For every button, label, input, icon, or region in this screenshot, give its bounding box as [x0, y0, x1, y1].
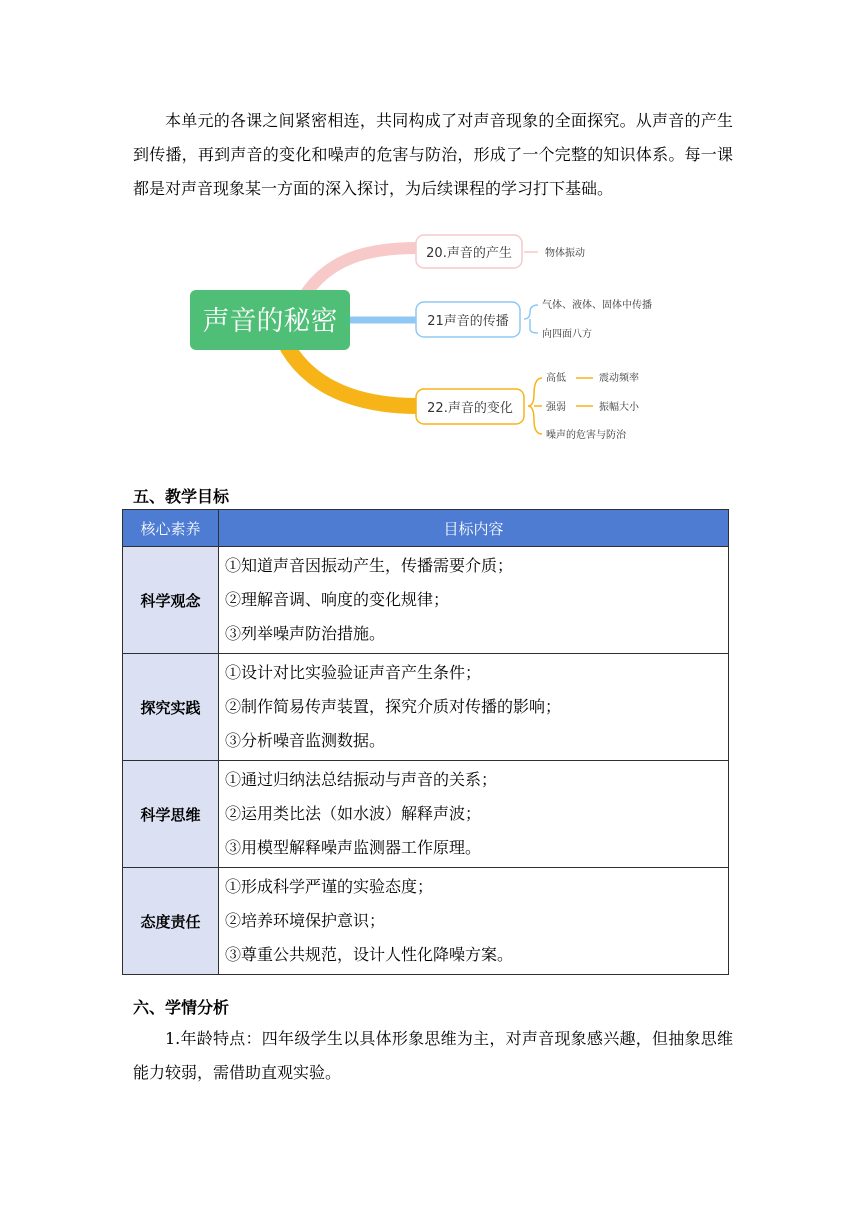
goal-item: ①知道声音因振动产生，传播需要介质； — [225, 556, 514, 575]
intro-paragraph — [133, 104, 733, 206]
header-category: 核心素养 — [123, 510, 219, 547]
leaf-22-b: 强弱 — [546, 402, 566, 413]
table-row — [123, 761, 729, 868]
row-category: 态度责任 — [123, 868, 219, 975]
table-header-row — [123, 510, 729, 547]
goal-item: ②培养环境保护意识； — [225, 911, 386, 930]
goal-item: ③尊重公共规范，设计人性化降噪方案。 — [225, 945, 514, 964]
goal-item: ①形成科学严谨的实验态度； — [225, 877, 434, 896]
goal-item: ②运用类比法（如水波）解释声波； — [225, 804, 482, 823]
section6-paragraph — [133, 1022, 733, 1090]
leaf-22-a: 高低 — [546, 373, 566, 384]
goal-item: ③用模型解释噪声监测器工作原理。 — [225, 838, 482, 857]
row-content — [219, 654, 729, 761]
branch-label-20: 20.声音的产生 — [426, 246, 512, 261]
row-category: 探究实践 — [123, 654, 219, 761]
intro-text: 本单元的各课之间紧密相连，共同构成了对声音现象的全面探究。从声音的产生到传播，再到声音的变化和噪声的危害与防治，形成了一个完整的知识体系。每一课都是对声音现象某一方面的深入探讨，为后续课程的学习打下基础。 — [133, 111, 733, 198]
row-content — [219, 761, 729, 868]
branch-label-22: 22.声音的变化 — [427, 401, 513, 416]
table-row — [123, 868, 729, 975]
table-row — [123, 654, 729, 761]
leaf-22-a-detail: 震动频率 — [599, 373, 639, 384]
branch-label-21: 21声音的传播 — [427, 314, 509, 329]
row-category: 科学观念 — [123, 547, 219, 654]
leaf-22-c: 噪声的危害与防治 — [546, 430, 626, 441]
leaf-21-b: 向四面八方 — [542, 329, 592, 340]
leaf-22-b-detail: 振幅大小 — [599, 402, 639, 413]
goal-item: ③列举噪声防治措施。 — [225, 624, 386, 643]
row-category: 科学思维 — [123, 761, 219, 868]
mind-map — [178, 228, 678, 460]
mindmap-root: 声音的秘密 — [202, 306, 338, 337]
goal-item: ②理解音调、响度的变化规律； — [225, 590, 450, 609]
goals-table — [122, 509, 729, 975]
goal-item: ①通过归纳法总结振动与声音的关系； — [225, 770, 498, 789]
leaf-20-a: 物体振动 — [545, 248, 585, 259]
section6-text: 1.年龄特点：四年级学生以具体形象思维为主，对声音现象感兴趣，但抽象思维能力较弱，需借助直观实验。 — [133, 1029, 733, 1082]
section6-title: 六、学情分析 — [133, 998, 230, 1017]
row-content — [219, 547, 729, 654]
goal-item: ①设计对比实验验证声音产生条件； — [225, 663, 482, 682]
goal-item: ②制作简易传声装置，探究介质对传播的影响； — [225, 697, 562, 716]
leaf-21-a: 气体、液体、固体中传播 — [542, 300, 652, 311]
table-row — [123, 547, 729, 654]
branch-connector-22 — [288, 348, 418, 406]
header-content: 目标内容 — [219, 510, 729, 547]
section5-title: 五、教学目标 — [133, 487, 230, 506]
row-content — [219, 868, 729, 975]
goal-item: ③分析噪音监测数据。 — [225, 731, 386, 750]
